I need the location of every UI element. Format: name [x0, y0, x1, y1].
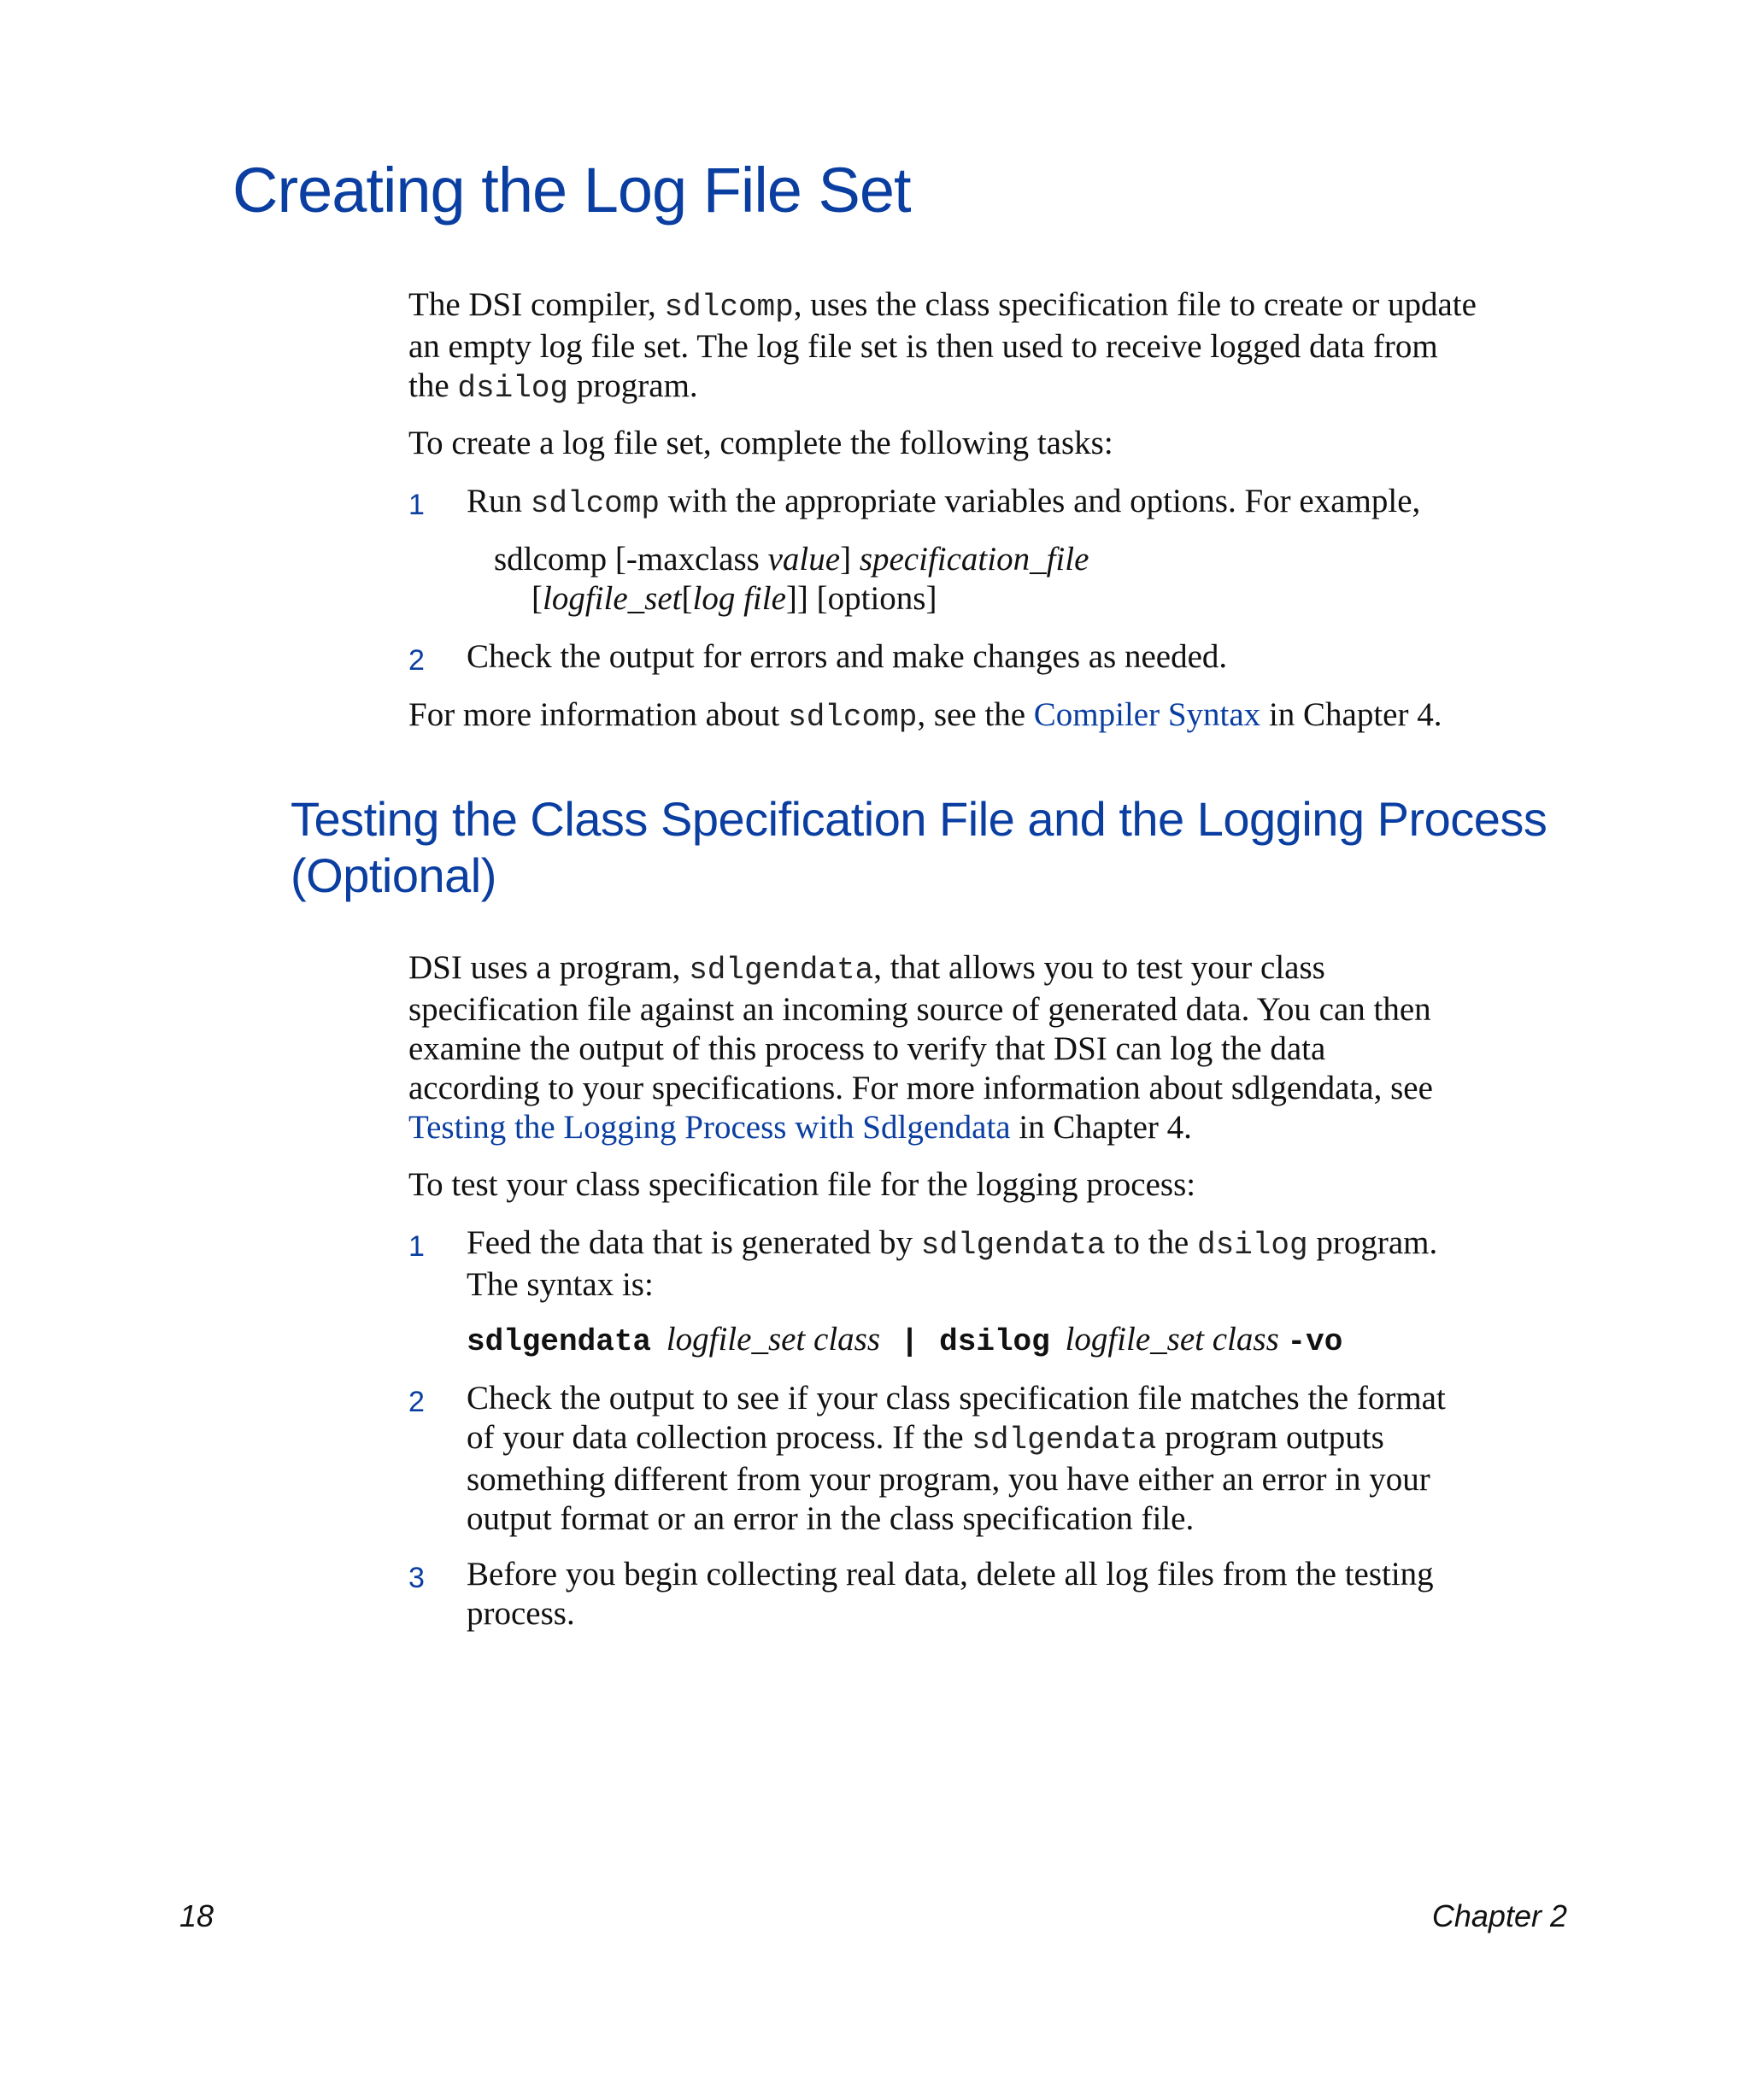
italic-args: logfile_set class: [666, 1321, 881, 1358]
text: Run: [467, 483, 531, 519]
text: program outputs: [1156, 1419, 1384, 1456]
text: program.: [568, 367, 698, 404]
command-dsilog: dsilog: [939, 1324, 1050, 1359]
list-number: 2: [408, 1386, 425, 1418]
pipe-symbol: |: [900, 1324, 919, 1359]
text: The syntax is:: [467, 1266, 654, 1303]
list-text: [467, 1555, 1434, 1634]
code-dsilog: dsilog: [1197, 1228, 1308, 1263]
code-dsilog: dsilog: [457, 371, 569, 406]
list-text: [467, 1223, 1437, 1305]
intro-line-3: [408, 367, 698, 404]
text: in Chapter 4.: [1010, 1109, 1192, 1146]
text: , see the: [917, 696, 1034, 733]
text: Before you begin collecting real data, delete all log files from the testing: [467, 1556, 1434, 1593]
text: ]] [options]: [785, 580, 937, 617]
code-sdlgendata: sdlgendata: [920, 1228, 1106, 1263]
text: , that allows you to test your class: [873, 949, 1325, 986]
command-example: [467, 1320, 1342, 1362]
code-sdlcomp: sdlcomp: [788, 700, 918, 735]
italic-args: logfile_set class: [1065, 1321, 1279, 1358]
text: ]: [840, 541, 860, 578]
code-sdlgendata: sdlgendata: [689, 953, 874, 988]
section-heading-line-1: Testing the Class Specification File and the Logging Process: [291, 792, 1547, 846]
syntax-line-1: [494, 540, 1089, 579]
list-number: 1: [408, 1230, 425, 1263]
text: with the appropriate variables and options. For example,: [660, 483, 1421, 519]
list-text: Check the output for errors and make changes as needed.: [467, 638, 1228, 675]
text: to the: [1105, 1224, 1197, 1261]
text: of your data collection process. If the: [467, 1419, 972, 1456]
text: , uses the class specification file to create or update: [793, 286, 1477, 323]
italic-log-file: log file: [692, 580, 786, 617]
list-number: 2: [408, 644, 425, 677]
line: according to your specifications. For more information about sdlgendata, see: [408, 1070, 1433, 1106]
italic-logfile-set: logfile_set: [543, 580, 682, 617]
section-heading: [291, 791, 1547, 904]
tasks-intro: To create a log file set, complete the following tasks:: [408, 425, 1113, 461]
testing-logging-process-link[interactable]: Testing the Logging Process with Sdlgendata: [408, 1109, 1011, 1146]
text: in Chapter 4.: [1260, 696, 1442, 733]
line: [408, 1109, 1192, 1146]
text: program.: [1307, 1224, 1438, 1261]
list-number: 3: [408, 1562, 425, 1594]
line: specification file against an incoming source of generated data. You can then: [408, 991, 1431, 1028]
italic-specification-file: specification_file: [859, 541, 1089, 578]
intro-line-2: an empty log file set. The log file set is then used to receive logged data from: [408, 328, 1438, 365]
text: [: [681, 580, 693, 617]
text: For more information about: [408, 696, 789, 733]
chapter-label: Chapter 2: [1431, 1898, 1567, 1933]
sdlgendata-paragraph: [408, 948, 1588, 1147]
section-heading-line-2: (Optional): [291, 848, 496, 902]
page-number: 18: [179, 1898, 214, 1933]
text: process.: [467, 1595, 575, 1632]
list-text: [467, 482, 1420, 524]
test-intro: To test your class specification file for the logging process:: [408, 1166, 1196, 1203]
code-sdlgendata: sdlgendata: [972, 1422, 1157, 1458]
compiler-syntax-link[interactable]: Compiler Syntax: [1033, 696, 1261, 733]
list-item-test-step-1: [408, 1223, 1605, 1302]
text: The DSI compiler,: [408, 286, 665, 323]
list-number: 1: [408, 489, 425, 521]
syntax-line-2: [531, 579, 937, 619]
page-title: Creating the Log File Set: [232, 155, 911, 226]
line: [408, 949, 1325, 986]
text: the: [408, 367, 458, 404]
text: Feed the data that is generated by: [467, 1224, 921, 1261]
list-item-test-step-3: [408, 1555, 1605, 1634]
command-option-vo: -vo: [1287, 1324, 1343, 1359]
command-sdlgendata: sdlgendata: [467, 1324, 652, 1359]
list-item-test-step-2: [408, 1379, 1605, 1536]
text: output format or an error in the class specification file.: [467, 1500, 1195, 1537]
text: [: [531, 580, 543, 617]
text: Check the output to see if your class specification file matches the format: [467, 1380, 1446, 1417]
text: sdlcomp [-maxclass: [494, 541, 768, 578]
text: DSI uses a program,: [408, 949, 690, 986]
text: something different from your program, you have either an error in your: [467, 1461, 1430, 1498]
intro-paragraph: [408, 285, 1588, 408]
list-text: [467, 1379, 1446, 1539]
more-info-paragraph: [408, 695, 1588, 737]
code-sdlcomp: sdlcomp: [530, 486, 660, 521]
code-sdlcomp: sdlcomp: [664, 290, 794, 325]
italic-value: value: [767, 541, 841, 578]
intro-line-1: [408, 286, 1477, 323]
line: examine the output of this process to verify that DSI can log the data: [408, 1030, 1326, 1067]
